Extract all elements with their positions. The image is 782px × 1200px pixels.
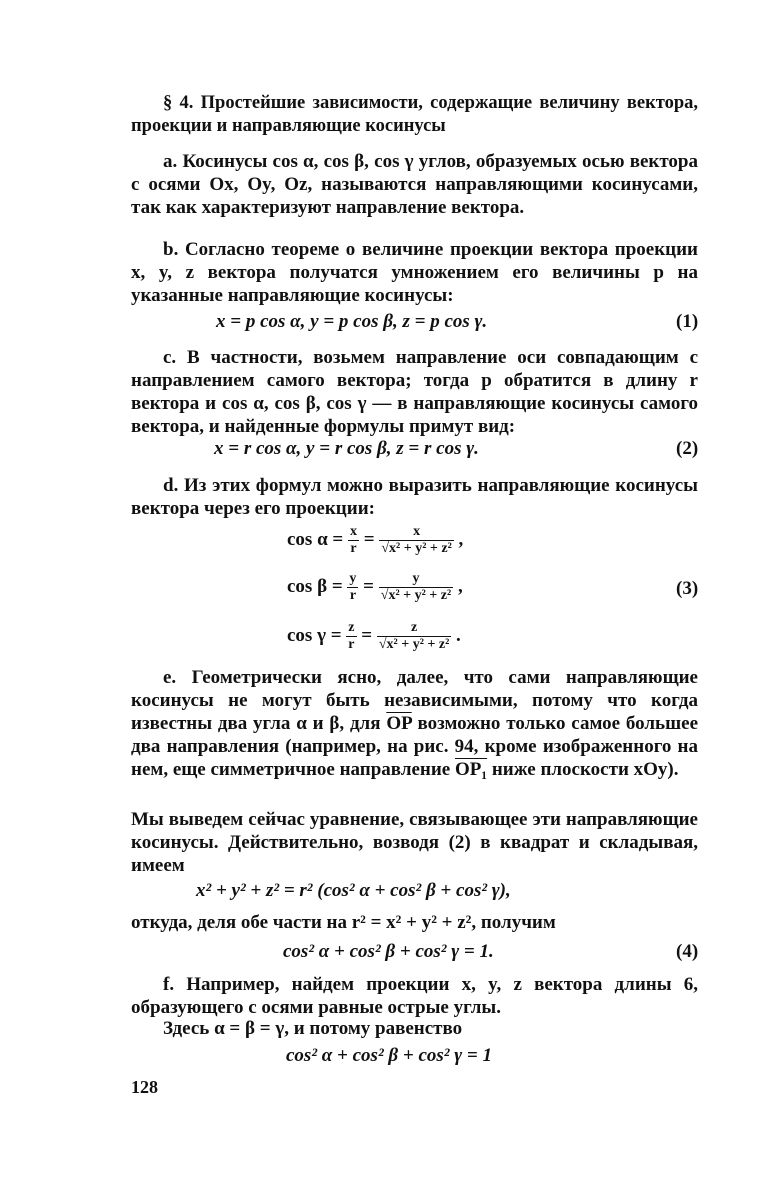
punctuation: . [456, 624, 461, 646]
denominator: r [349, 588, 357, 603]
fraction-root [377, 620, 451, 653]
numerator: z [348, 620, 355, 635]
vector-op: $\overline{OP}$ [386, 713, 412, 734]
equation-number-2: (2) [676, 438, 699, 459]
numerator: x [379, 524, 453, 541]
section-heading: § 4. Простейшие зависимости, содержащие величину вектора, проекции и направляющие косинусы [131, 93, 698, 136]
formula-3-row-beta: cos β = $\frac{y}{r}$ = $\frac{y}{\text{√x² + y² + z²}}$ , [287, 571, 463, 603]
formula-2: x = r cos α, y = r cos β, z = r cos γ. [214, 438, 479, 459]
lhs: cos α = [287, 528, 344, 550]
denominator: r [348, 637, 355, 652]
lhs: cos γ = [287, 624, 342, 646]
paragraph-f-continued: Здесь α = β = γ, и потому равенство [163, 1018, 463, 1039]
numerator: z [377, 620, 451, 637]
formula-3-row-gamma: cos γ = $\frac{z}{r}$ = $\frac{z}{\text{√x² + y² + z²}}$ . [287, 620, 461, 652]
formula-sum-squares: x² + y² + z² = r² (cos² α + cos² β + cos² γ), [196, 880, 511, 901]
paragraph-c: c. В частности, возьмем направление оси совпадающим с направлением самого вектора; тогда p обратится в длину r вектора и cos α, cos β, cos γ — в направляющие косинусы самого вектора, и найденные формулы примут вид: [131, 347, 698, 437]
paragraph-e-part-1: e. Геометрически ясно, далее, что сами направляющие косинусы не могут быть независимыми, потому что когда известны два угла α и β, для [131, 667, 698, 734]
denominator: r [350, 541, 357, 556]
line-from: откуда, деля обе части на r² = x² + y² + z², получим [131, 912, 556, 933]
paragraph-e-part-2: возможно только самое большее два направления (например, на рис. 94, кроме изображенного на нем, еще симметричное направление [131, 713, 699, 780]
fraction-root [379, 524, 453, 557]
paragraph-a: a. Косинусы cos α, cos β, cos γ углов, образуемых осью вектора с осями Ox, Oy, Oz, называются направляющими косинусами, так как характеризуют направление вектора. [131, 151, 698, 218]
denominator: √x² + y² + z² [380, 588, 452, 603]
punctuation: , [458, 528, 464, 550]
formula-3-row-alpha: cos α = $\frac{x}{r}$ = $\frac{x}{\text{√x² + y² + z²}}$ , [287, 524, 464, 556]
paragraph-e-part-3: ниже плоскости xOy). [487, 759, 679, 780]
formula-1: x = p cos α, y = p cos β, z = p cos γ. [216, 311, 488, 332]
fraction-simple [348, 524, 359, 557]
fraction-simple [346, 620, 356, 653]
vector-op1: OP₁ [455, 759, 488, 780]
punctuation: , [457, 575, 463, 597]
denominator: √x² + y² + z² [381, 541, 452, 556]
radicand: x² + y² + z² [389, 541, 452, 556]
paragraph-e-continued: Мы выведем сейчас уравнение, связывающее эти направляющие косинусы. Действительно, возводя (2) в квадрат и складывая, имеем [131, 809, 698, 876]
numerator: x [350, 524, 358, 539]
equation-number-4: (4) [676, 941, 699, 962]
numerator: y [349, 571, 357, 586]
page-number: 128 [131, 1077, 158, 1097]
numerator: y [379, 571, 453, 588]
fraction-root [379, 571, 453, 604]
equation-number-1: (1) [676, 311, 699, 332]
fraction-simple [347, 571, 358, 604]
paragraph-b: b. Согласно теореме о величине проекции вектора проекции x, y, z вектора получатся умножением его величины p на указанные направляющие косинусы: [131, 239, 698, 306]
paragraph-d: d. Из этих формул можно выразить направляющие косинусы вектора через его проекции: [131, 475, 698, 519]
paragraph-e [131, 666, 698, 781]
radicand: x² + y² + z² [386, 637, 450, 652]
formula-5: cos² α + cos² β + cos² γ = 1 [286, 1045, 492, 1066]
equation-number-3: (3) [676, 578, 699, 599]
radicand: x² + y² + z² [388, 588, 452, 603]
denominator: √x² + y² + z² [378, 637, 450, 652]
paragraph-f: f. Например, найдем проекции x, y, z вектора длины 6, образующего с осями равные острые углы. [131, 974, 698, 1018]
lhs: cos β = [287, 575, 343, 597]
formula-4: cos² α + cos² β + cos² γ = 1. [283, 941, 494, 962]
